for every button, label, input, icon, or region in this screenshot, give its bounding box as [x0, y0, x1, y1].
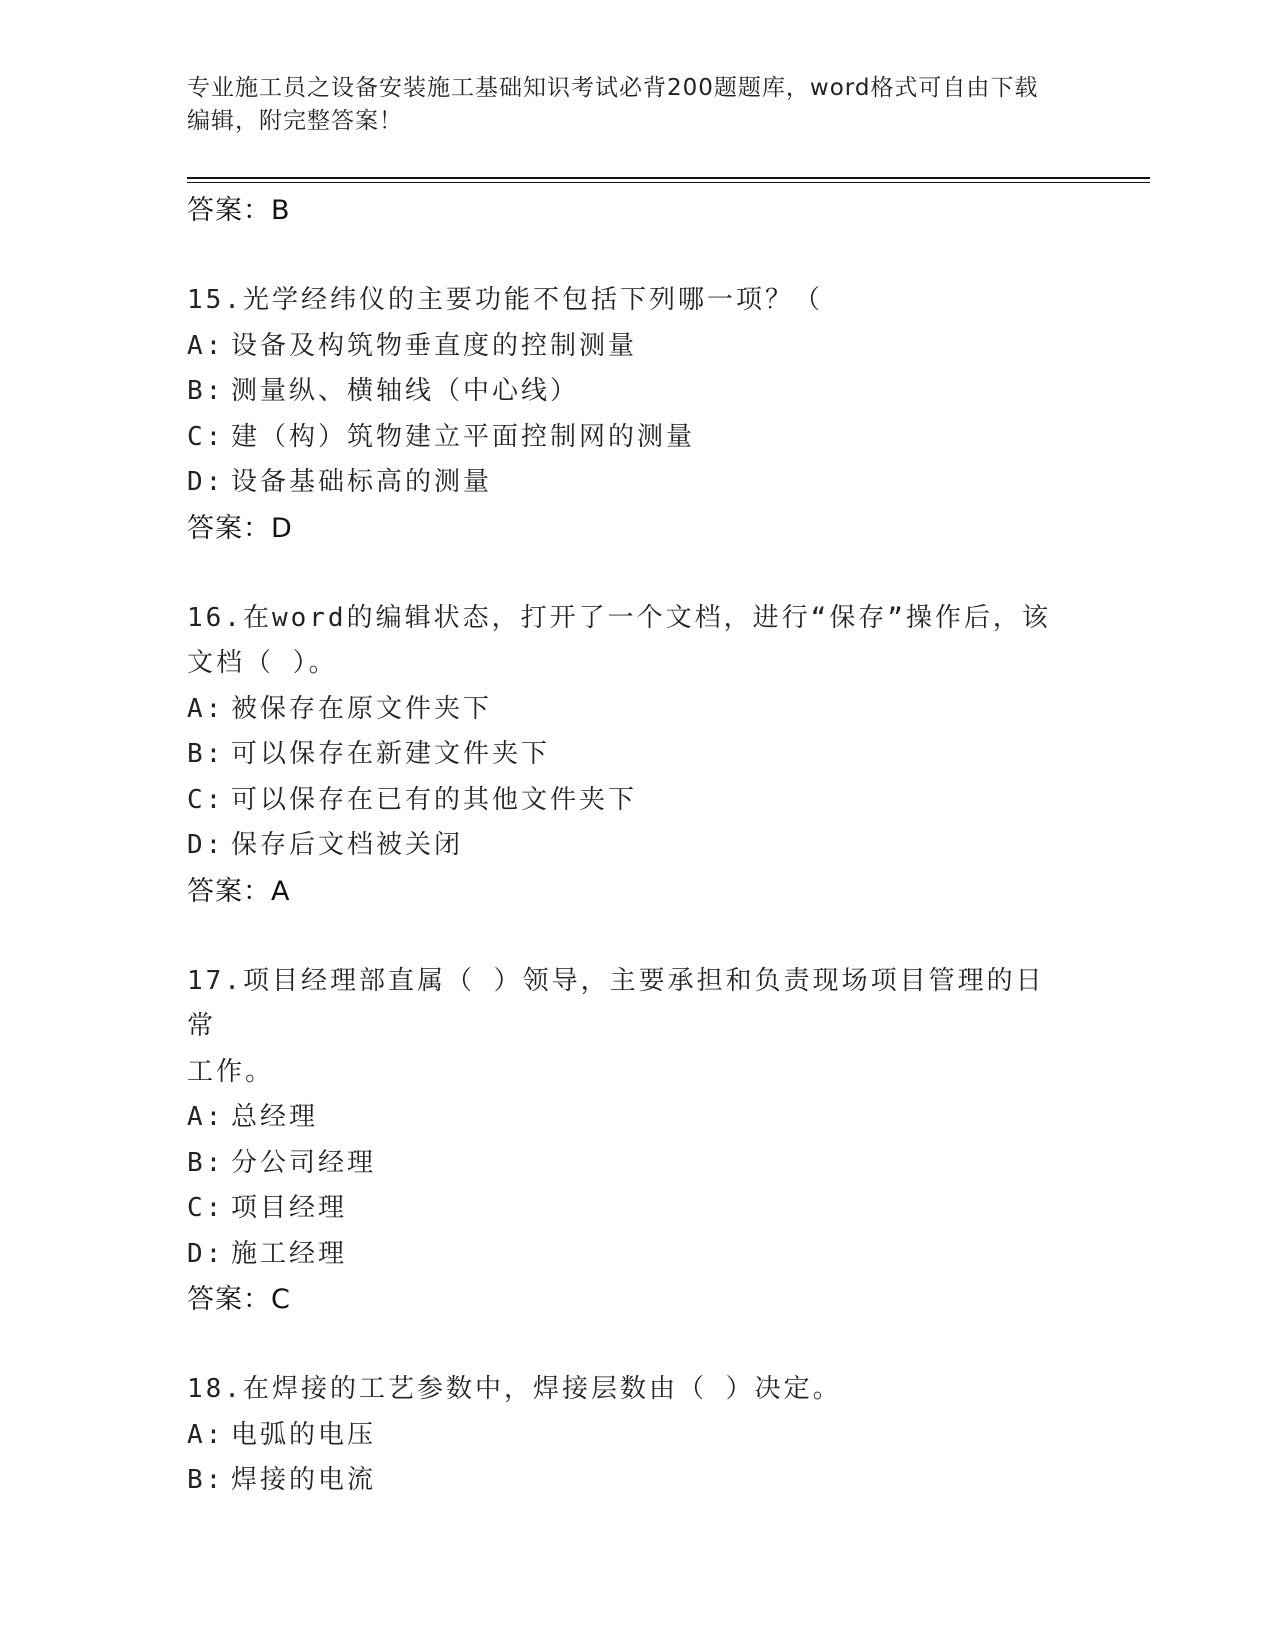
question-16: [187, 596, 1067, 915]
option-text: 可以保存在已有的其他文件夹下: [231, 784, 638, 815]
option-label: C:: [187, 1193, 225, 1223]
option-text: 可以保存在新建文件夹下: [231, 739, 551, 769]
header-rule-thin: [187, 182, 1150, 183]
answer-17: 答案：C: [187, 1284, 291, 1315]
option-label: B:: [187, 1465, 225, 1495]
question-17-option-a: [187, 1095, 1067, 1141]
answer-15: 答案：D: [187, 512, 293, 544]
option-text: 建（构）筑物建立平面控制网的测量: [231, 421, 696, 452]
header-line-1: 专业施工员之设备安装施工基础知识考试必背200题题库，word格式可自由下载: [187, 75, 1039, 101]
question-17-text-line-1: 17.项目经理部直属（ ）领导，主要承担和负责现场项目管理的日常: [187, 965, 1045, 1041]
question-15-text: 15.光学经纬仪的主要功能不包括下列哪一项？（: [187, 285, 823, 315]
option-text: 测量纵、横轴线（中心线）: [231, 376, 580, 406]
question-15-option-c: [187, 415, 1067, 461]
spacer: [187, 1323, 1067, 1367]
option-text: 总经理: [231, 1102, 319, 1132]
question-17-option-b: [187, 1141, 1067, 1187]
header-rule-thick: [187, 177, 1150, 179]
spacer: [187, 234, 1067, 278]
question-18-option-a: [187, 1413, 1067, 1459]
question-16-option-d: [187, 823, 1067, 869]
spacer: [187, 552, 1067, 596]
question-16-text-line-2: 文档（ ）。: [187, 648, 338, 678]
option-label: B:: [187, 376, 225, 406]
option-text: 保存后文档被关闭: [231, 830, 464, 860]
option-text: 施工经理: [231, 1238, 348, 1269]
question-16-option-b: [187, 732, 1067, 778]
option-text: 电弧的电压: [231, 1419, 377, 1450]
question-15-option-a: [187, 324, 1067, 370]
option-label: B:: [187, 739, 225, 769]
question-15: [187, 278, 1067, 552]
option-text: 设备基础标高的测量: [231, 467, 493, 497]
option-label: A:: [187, 1102, 225, 1132]
option-label: C:: [187, 784, 225, 815]
answer-14: 答案：B: [187, 195, 291, 226]
option-text: 被保存在原文件夹下: [231, 693, 493, 724]
spacer: [187, 915, 1067, 959]
option-label: A:: [187, 1419, 225, 1450]
option-text: 项目经理: [231, 1193, 348, 1223]
option-text: 分公司经理: [231, 1147, 377, 1178]
question-17-text-line-2: 工作。: [187, 1056, 275, 1087]
question-15-option-d: [187, 460, 1067, 506]
option-text: 设备及构筑物垂直度的控制测量: [231, 330, 638, 361]
answer-16: 答案：A: [187, 875, 291, 907]
option-label: A:: [187, 693, 225, 724]
header-line-2: 编辑，附完整答案！: [187, 108, 403, 134]
option-label: C:: [187, 421, 225, 452]
question-list: [187, 188, 1067, 1504]
question-18-text: 18.在焊接的工艺参数中，焊接层数由（ ）决定。: [187, 1374, 842, 1404]
document-header: [187, 72, 1067, 138]
option-label: D:: [187, 1238, 225, 1269]
question-17-option-c: [187, 1186, 1067, 1232]
question-15-option-b: [187, 369, 1067, 415]
question-18-option-b: [187, 1458, 1067, 1504]
question-17-option-d: [187, 1232, 1067, 1278]
question-16-option-a: [187, 687, 1067, 733]
option-label: B:: [187, 1147, 225, 1178]
question-18: [187, 1367, 1067, 1504]
question-16-text-line-1: 16.在word的编辑状态，打开了一个文档，进行“保存”操作后，该: [187, 602, 1051, 633]
option-label: A:: [187, 330, 225, 361]
option-text: 焊接的电流: [231, 1465, 377, 1495]
question-17: [187, 959, 1067, 1324]
option-label: D:: [187, 830, 225, 860]
question-16-option-c: [187, 778, 1067, 824]
option-label: D:: [187, 467, 225, 497]
